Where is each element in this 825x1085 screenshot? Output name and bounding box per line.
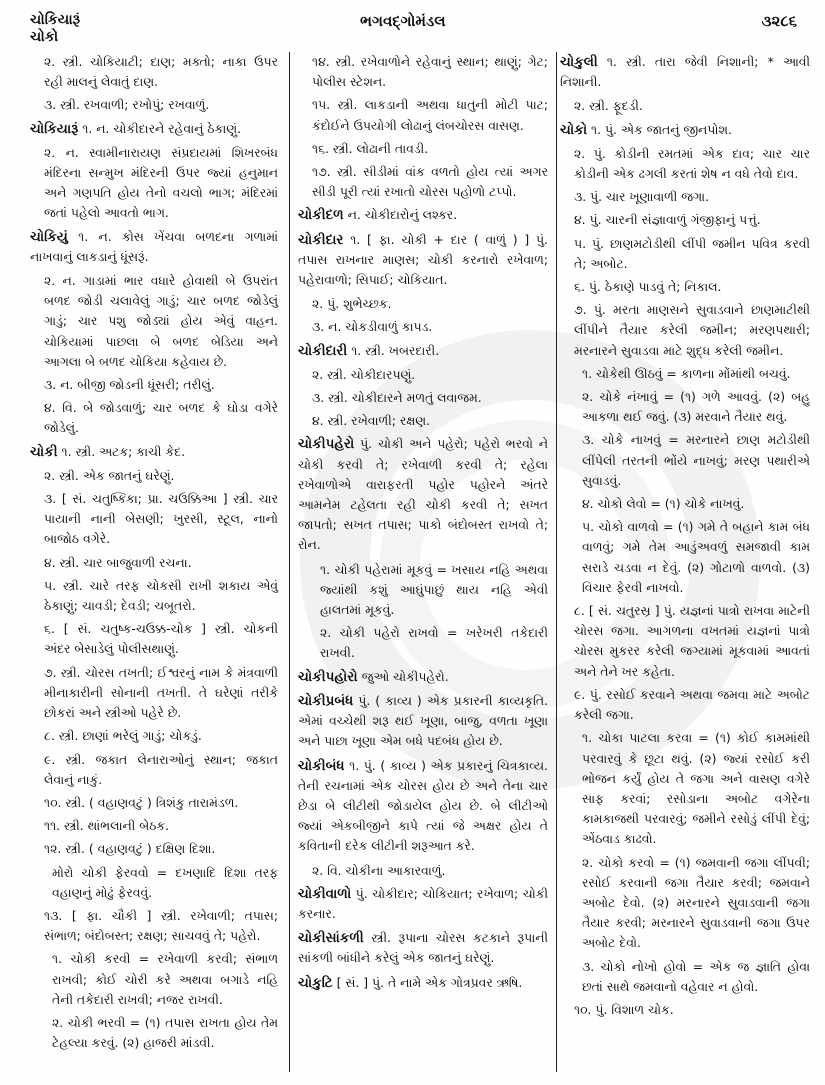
page-title: ભગવદ્ગોમંડલ: [360, 12, 446, 30]
definition-text: ૨. સ્ત્રી. ચોકીદારપણું.: [312, 366, 416, 382]
page-header: [0, 10, 825, 50]
column-2: [289, 52, 557, 1072]
definition-text: ૨. સ્ત્રી. ચોકિયાટી; દાણ; મક્તો; નાકા ઉપર રહી માલનું લેવાતું દાણ.: [44, 54, 278, 90]
definition-text: ૭. સ્ત્રી. ચોરસ તખતી; ઈશ્વરનું નામ કે મંત્રવાળી મીનાકારીની સોનાની તખતી. તે ઘરેણાં તરીકે છોકરાં અને સ્ત્રીઓ પહેરે છે.: [44, 664, 278, 721]
sense-definition: [560, 234, 810, 274]
definition-text: ૧. ચોકેથી ઊઠવું = કાળના મોંમાંથી બચવું.: [582, 365, 791, 381]
definition-text: ૧. ચોકા પાટલા કરવા = (૧) કોઈ કામમાંથી પરવારવું કે છૂટા થવું. (૨) જ્યાં રસોઈ કરી ભોજન કર્યું હોય તે જગા અને વાસણ વગેરે સાફ કરવાં; રસોડાના અબોટ વગેરેના કામકાજથી પરવારવું; જમીને રસોડું લીંપી દેવું; એંઠવાડ કાઢવો.: [582, 730, 810, 847]
sense-definition: [30, 663, 278, 724]
idiom-definition: [298, 623, 548, 663]
definition-text: પું. ( કાવ્ય ) એક પ્રકારની કાવ્યકૃતિ. એમાં વચ્ચેથી શરૂ થઈ ખૂણા, બાજુ, વળતા ખૂણા અને પાછા ખૂણા એમ બધે પદબંધ હોય છે.: [298, 692, 548, 749]
definition-text: ૧. ચોકી કરવી = રખેવાળી કરવી; સંભાળ રાખવી; કોઈ ચોરી કરે અથવા બગાડે નહિ તેની તકેદારી રાખવી; નજર રાખવી.: [52, 951, 278, 1007]
definition-text: ૫. પું. છાણમટોડીથી લીંપી જમીન પવિત્ર કરવી તે; અબોટ.: [574, 235, 810, 271]
dictionary-entry: [298, 973, 548, 993]
definition-text: ૩. સ્ત્રી. રખવાળી; રખોપું; રખવાળું.: [44, 97, 210, 113]
idiom-definition: [560, 957, 810, 997]
definition-text: ૩. સ્ત્રી. ચોકીદારને મળતું લવાજમ.: [312, 390, 482, 406]
headword: ચોકો: [560, 121, 588, 138]
sense-definition: [30, 95, 278, 115]
dictionary-entry: [298, 341, 548, 361]
definition-text: ૩. ચોકે નાખવું = મરનારને છાણ મટોડીથી લીંપેલી તરતની ભોંયે નાખવું; મરણ પથારીએ સુવાડવું.: [582, 432, 810, 488]
dictionary-entry: [298, 434, 548, 555]
dictionary-entry: [298, 691, 548, 752]
headword: ચોકીપહેરો: [298, 436, 355, 453]
definition-text: ૮. [ સં. ચતુરસ્ર ] પું. યજ્ઞનાં પાત્રો રાખવા માટેની ચોરસ જગા. આગળના વખતમાં યજ્ઞનાં પાત્રો ચોરસ મુકરર કરેલી જગ્યામાં મૂકવામાં આવતાં અને તેને ખર કહેતા.: [574, 603, 810, 679]
sense-definition: [298, 162, 548, 202]
definition-text: પું. ચોકીદાર; ચોકિયાત; રખેવાળ; ચોકી કરનાર.: [298, 885, 548, 921]
dictionary-entry: [30, 119, 278, 139]
guide-word-top: ચોકિયારૂં: [30, 12, 81, 28]
idiom-definition: [560, 430, 810, 491]
definition-text: ૧૧. સ્ત્રી. થાંભલાની બેઠક.: [44, 818, 170, 834]
headword: ચોકીદારી: [298, 342, 348, 359]
definition-text: ૧૪. સ્ત્રી. રખેવાળોને રહેવાનું સ્થાન; થાણું; ગેટ; પોલીસ સ્ટેશન.: [312, 54, 548, 90]
definition-text: ૧૦. પું. વિશાળ ચોક.: [574, 1001, 674, 1017]
dictionary-entry: [298, 884, 548, 924]
sense-definition: [30, 750, 278, 790]
definition-text: ૩. [ સં. ચતુષ્કિકા; પ્રા. ચઉક્કિઆ ] સ્ત્રી. ચાર પાયાની નાની બેસણી; ખુરસી, સ્ટૂલ, નાનો બાજોઠ વગેરે.: [44, 491, 278, 547]
definition-text: ૩. પું. ચાર ખૂણાવાળી જગા.: [574, 189, 710, 205]
definition-text: ૧. ચોકી પહેરામાં મૂકવું = ખસાય નહિ અથવા જ્યાંથી કશું આઘુંપાછું થાય નહિ એવી હાલતમાં મૂકવું.: [320, 561, 548, 618]
idiom-definition: [30, 1013, 278, 1053]
headword: ચોકુટિ: [298, 974, 333, 991]
sense-definition: [30, 52, 278, 92]
definition-text: ૧૩. [ ફા. ચૌકી ] સ્ત્રી. રખેવાળી; તપાસ; સંભાળ; બંદોબસ્ત; રક્ષણ; સાચવવું તે; પહેરો.: [44, 907, 278, 944]
definition-text: મોરો ચોકી ફેરવવો = દખણાદિ દિશા તરફ વહાણનું મોઢું ફેરવવું.: [52, 864, 278, 900]
dictionary-entry: [560, 120, 810, 140]
definition-text: પું. ચોકી અને પહેરો; પહેરો ભરવો ને ચોકી કરવી તે; રખેવાળી કરવી તે; રહેલા રખેવાળોએ વારાફરતી પહોર પહોરને અંતરે આમનેમ ટહેલતા રહી ચોકી કરવી તે; સખત જાપતો; સખત તપાસ; પાકો બંદોબસ્ત રાખવો તે; રોન.: [298, 436, 548, 553]
definition-text: ૨. સ્ત્રી. એક જાતનું ઘરેણું.: [44, 467, 175, 483]
sense-definition: [30, 553, 278, 573]
definition-text: ૧. ન. ચોકીદારને રહેવાનું ઠેકાણું.: [78, 120, 242, 136]
definition-text: ૮. સ્ત્રી. છાણાં ભરેલું ગાડું; ચોકડું.: [44, 728, 202, 744]
dictionary-entry: [30, 442, 278, 462]
definition-text: ૧૨. સ્ત્રી. ( વહાણવટું ) દક્ષિણ દિશા.: [44, 841, 216, 857]
sense-definition: [30, 375, 278, 395]
headword: ચોકી: [30, 443, 58, 460]
sense-definition: [30, 489, 278, 550]
sense-definition: [30, 398, 278, 438]
sense-definition: [30, 726, 278, 746]
definition-text: ૭. પું. મરતા માણસને સુવાડવાને છાણમાટીથી લીંપીને તૈયાર કરેલી જમીન; મરણપથારી; મરનારને સુવાડવા માટે શુદ્ધ કરેલી જમીન.: [574, 302, 810, 358]
column-3: [560, 52, 810, 1023]
definition-text: ૧. સ્ત્રી. તારા જેવી નિશાની; * આવી નિશાની.: [560, 54, 810, 90]
headword: ચોકીદાર: [298, 231, 344, 248]
definition-text: ૨. ચોકી ભરવી = (૧) તપાસ રાખતા હોય તેમ ટેહલ્યા કરવું. (૨) હાજરી માંડવી.: [52, 1014, 278, 1051]
definition-text: ૧. સ્ત્રી. ખબરદારી.: [347, 342, 440, 358]
headword: ચોકુલી: [560, 54, 598, 70]
sense-definition: [560, 277, 810, 297]
sense-definition: [30, 143, 278, 224]
headword: ચોકિયું: [30, 228, 68, 245]
sense-definition: [298, 861, 548, 881]
definition-text: ૩. ચોકો નોખો હોવો = એક જ જ્ઞાતિ હોવા છતાં સાથે જમવાનો વહેવાર ન હોવો.: [582, 958, 810, 994]
definition-text: ૬. [ સં. ચતુષ્ક-ચઉક્ક-ચોક ] સ્ત્રી. ચોકની અંદર બેસાડેલું પોલીસથાણું.: [44, 621, 278, 657]
headword: ચોકીપહોરો: [298, 668, 358, 685]
definition-text: ૧. પું. ( કાવ્ય ) એક પ્રકારનું ચિત્રકાવ્ય. તેની રચનામાં એક ચોરસ હોય છે અને તેના ચાર છેડા બે લીટીથી જોડાયેલ હોય છે. બે લીટીઓ જ્યાં એકબીજીને કાપે ત્યાં જે અક્ષર હોય તે કવિતાની દરેક લીટીની શરૂઆત કરે.: [298, 757, 548, 854]
idiom-definition: [30, 863, 278, 903]
headword: ચોકીવાળો: [298, 885, 352, 902]
definition-text: ૧૫. સ્ત્રી. લાકડાની અથવા ધાતુની મોટી પાટ; કંદોઈને ઉપયોગી લોઢાનું લંબચોરસ વાસણ.: [312, 97, 548, 133]
idiom-definition: [298, 560, 548, 621]
sense-definition: [30, 619, 278, 659]
definition-text: ૧. ન. કોસ ખેંચવા બળદના ગળામાં નાખવાનું લાકડાનું ધૂંસરૂં.: [30, 228, 278, 264]
headword: ચોકીદળ: [298, 207, 344, 224]
sense-definition: [298, 52, 548, 92]
definition-text: સ્ત્રી. રૂપાના ચોરસ કટકાને રૂપાની સાંકળી બાંધીને કરેલું એક જાતનું ઘરેણું.: [298, 930, 548, 966]
definition-text: ૧. સ્ત્રી. અટક; કાચી કેદ.: [57, 443, 186, 459]
sense-definition: [560, 187, 810, 207]
sense-definition: [560, 1000, 810, 1020]
dictionary-entry: [298, 928, 548, 968]
sense-definition: [30, 839, 278, 859]
definition-text: ૯. પું. રસોઈ કરવાને અથવા જમવા માટે અબોટ કરેલી જગા.: [574, 686, 810, 723]
sense-definition: [30, 576, 278, 616]
page-number: ૩૨૮૬: [761, 12, 797, 30]
sense-definition: [298, 139, 548, 159]
sense-definition: [30, 466, 278, 486]
definition-text: ૨. ન. ગાડામાં ભાર વધારે હોવાથી બે ઉપરાંત બળદ જોડી ચલાવેલું ગાડું; ચાર બળદ જોડેલું ગાડું; ચાર પશુ જોડ્યાં હોય એવું વાહન. ચોકિયામાં પાછલા બે બળદ બેડિયા અને આગલા બે બળદ ચોકિયા કહેવાય છે.: [44, 273, 278, 369]
sense-definition: [30, 816, 278, 836]
definition-text: ન. ચોકીદારોનું લશ્કર.: [343, 207, 458, 223]
dictionary-entry: [298, 230, 548, 291]
definition-text: ૪. વિ. બે જોડવાળું; ચાર બળદ કે ઘોડા વગેરે જોડેલું.: [44, 400, 278, 436]
dictionary-entry: [30, 227, 278, 267]
dictionary-entry: [298, 756, 548, 857]
definition-text: ૪. સ્ત્રી. રખેવાળી; રક્ષણ.: [312, 413, 430, 429]
sense-definition: [560, 144, 810, 184]
sense-definition: [30, 271, 278, 372]
idiom-definition: [30, 949, 278, 1010]
definition-text: ૫. સ્ત્રી. ચારે તરફ ચોકસી રાખી શકાય એવું ઠેકાણું; ચાવડી; દેવડી; ચબૂતરો.: [44, 577, 278, 614]
idiom-definition: [560, 728, 810, 849]
definition-text: જુઓ ચોકીપહેરો.: [357, 668, 449, 684]
guide-words: [30, 12, 80, 46]
definition-text: ૯. સ્ત્રી. જકાત લેનારાઓનું સ્થાન; જકાત લેવાનું નાકું.: [44, 751, 278, 787]
sense-definition: [30, 906, 278, 946]
definition-text: ૨. ચોકો કરવો = (૧) જમવાની જગા લીંપવી; રસોઈ કરવાની જગા તૈયાર કરવી; જમવાને અબોટ દેવો. (૨) મરનારને સુવાડવાની જગા તૈયાર કરવી; મરનારને સુવાડવાની જગા ઉપર અબોટ દેવો.: [582, 854, 810, 951]
definition-text: ૨. ન. સ્વામીનારાયણ સંપ્રદાયમાં શિખરબંધ મંદિરના સન્મુખ મંદિરની ઉપર જ્યાં હનુમાન અને ગણપતિ હોય તેનો વચલો ભાગ; મંદિરમાં જતાં પહેલો આવતો ભાગ.: [44, 144, 278, 221]
definition-text: ૨. સ્ત્રી. ફૂદડી.: [574, 98, 643, 114]
sense-definition: [298, 294, 548, 314]
sense-definition: [560, 210, 810, 230]
definition-text: ૪. સ્ત્રી. ચાર બાજુવાળી રચના.: [44, 554, 192, 570]
guide-word-bottom: ચોકો: [30, 29, 59, 45]
sense-definition: [560, 300, 810, 361]
definition-text: ૧૭. સ્ત્રી. સીડીમાં વાંક વળતો હોય ત્યાં અગર સીડી પૂરી ત્યાં રખાતો ચોરસ પહોળો ટપ્પો.: [312, 164, 548, 200]
sense-definition: [560, 601, 810, 682]
definition-text: [ સં. ] પું. તે નામે એક ગોત્રપ્રવર ઋષિ.: [332, 974, 523, 990]
dictionary-entry: [560, 52, 810, 92]
idiom-definition: [560, 853, 810, 954]
idiom-definition: [560, 494, 810, 514]
definition-text: ૨. પું. શુભેચ્છક.: [312, 296, 392, 312]
idiom-definition: [560, 364, 810, 384]
dictionary-entry: [298, 667, 548, 687]
dictionary-entry: [298, 205, 548, 225]
sense-definition: [30, 793, 278, 813]
idiom-definition: [560, 517, 810, 598]
headword: ચોકીસાંકળી: [298, 930, 364, 947]
definition-text: ૪. ચોકો લેવો = (૧) ચોકે નાખવું.: [582, 496, 745, 512]
definition-text: ૩. ન. ચોકડીવાળું કાપડ.: [312, 319, 433, 335]
definition-text: ૫. ચોકો વાળવો = (૧) ગમે તે બહાને કામ બંધ વાળવું; ગમે તેમ આડુંઅવળું સમજાવી કામ સરાડે ચડવા ન દેવું. (૨) ગોટાળો વાળવો. (૩) વિચાર ફેરવી નાખવો.: [582, 519, 810, 595]
headword: ચોકીપ્રબંધ: [298, 692, 354, 709]
sense-definition: [298, 411, 548, 431]
sense-definition: [298, 317, 548, 337]
column-1: [30, 52, 278, 1056]
headword: ચોકિયારૂં: [30, 120, 79, 137]
headword: ચોકીબંધ: [298, 757, 345, 774]
sense-definition: [560, 685, 810, 725]
definition-text: ૨. ચોકી પહેરો રાખવો = ખરેખરી તકેદારી રાખવી.: [320, 625, 548, 661]
definition-text: ૧૦. સ્ત્રી. ( વહાણવટું ) ત્રિશંકુ તારામંડળ.: [44, 794, 239, 810]
sense-definition: [298, 95, 548, 135]
idiom-definition: [560, 387, 810, 427]
definition-text: ૨. ચોકે નંખાવું = (૧) ગળે આવવું. (૨) બહુ આકળા થઈ જવું. (૩) મરવાને તૈયાર થવું.: [582, 389, 810, 425]
definition-text: ૩. ન. બીજી જોડની ધૂંસરી; તરીલું.: [44, 377, 215, 393]
definition-text: ૧. પું. એક જાતનું જીનપોશ.: [587, 121, 732, 137]
definition-text: ૧૬. સ્ત્રી. લોઢાની તાવડી.: [312, 140, 429, 156]
definition-text: ૬. પું. ઠેકાણે પાડવું તે; નિકાલ.: [574, 279, 722, 295]
sense-definition: [298, 388, 548, 408]
definition-text: ૨. પું. કોડીની રમતમાં એક દાવ; ચાર ચાર કોડીની એક ઢગલી કરતાં શેષ ન વધે તેવો દાવ.: [574, 145, 810, 182]
sense-definition: [298, 365, 548, 385]
sense-definition: [560, 96, 810, 116]
definition-text: ૧. [ ફા. ચોકી + દાર ( વાળું ) ] પું. તપાસ રાખનાર માણસ; ચોકી કરનારો રખેવાળ; પહેરાવાળો; સિપાઈ; ચોકિયાત.: [298, 231, 548, 288]
definition-text: ૪. પું. ચારની સંજ્ઞાવાળું ગંજીફાનું પત્તું.: [574, 212, 761, 228]
definition-text: ૨. વિ. ચોકીના આકારવાળું.: [312, 862, 446, 878]
